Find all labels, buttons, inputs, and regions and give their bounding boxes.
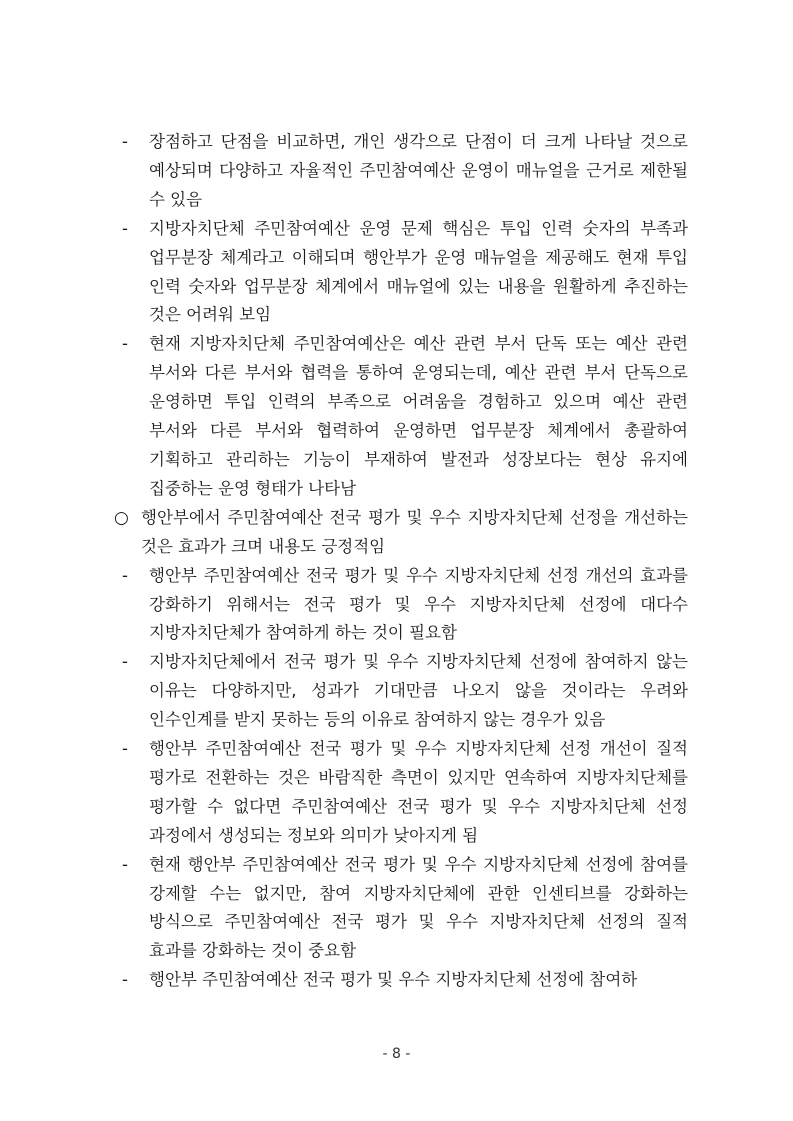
document-body bbox=[114, 128, 688, 995]
list-item-text: 현재 행안부 주민참여예산 전국 평가 및 우수 지방자치단체 선정에 참여를 강제할 수는 없지만, 참여 지방자치단체에 관한 인센티브를 강화하는 방식으로 주민참여예산 전국 평가 및 우수 지방자치단체 선정의 질적 효과를 강화하는 것이 중요함 bbox=[149, 854, 688, 961]
list-item bbox=[114, 330, 688, 503]
list-item bbox=[114, 128, 688, 215]
dash-bullet: - bbox=[122, 334, 128, 354]
list-item bbox=[114, 562, 688, 649]
list-item-text: 행안부에서 주민참여예산 전국 평가 및 우수 지방자치단체 선정을 개선하는 것은 효과가 크며 내용도 긍정적임 bbox=[141, 507, 688, 556]
page-number: - 8 - bbox=[382, 1046, 411, 1062]
circle-bullet: ○ bbox=[114, 507, 129, 528]
list-item bbox=[114, 966, 688, 995]
list-item bbox=[114, 648, 688, 735]
list-item-text: 행안부 주민참여예산 전국 평가 및 우수 지방자치단체 선정 개선이 질적 평가로 전환하는 것은 바람직한 측면이 있지만 연속하여 지방자치단체를 평가할 수 없다면 주민참여예산 전국 평가 및 우수 지방자치단체 선정 과정에서 생성되는 정보와 의미가 낮아지게 됨 bbox=[149, 739, 688, 845]
list-item-text: 행안부 주민참여예산 전국 평가 및 우수 지방자치단체 선정 개선의 효과를 강화하기 위해서는 전국 평가 및 우수 지방자치단체 선정에 대다수 지방자치단체가 참여하게 하는 것이 필요함 bbox=[149, 565, 688, 643]
dash-bullet: - bbox=[122, 854, 128, 874]
list-item-text: 장점하고 단점을 비교하면, 개인 생각으로 단점이 더 크게 나타날 것으로 예상되며 다양하고 자율적인 주민참여예산 운영이 매뉴얼을 근거로 제한될 수 있음 bbox=[149, 132, 688, 209]
dash-bullet: - bbox=[122, 970, 128, 990]
list-item-text: 지방자치단체 주민참여예산 운영 문제 핵심은 투입 인력 숫자의 부족과 업무분장 체계라고 이해되며 행안부가 운영 매뉴얼을 제공해도 현재 투입 인력 숫자와 업무분장 체계에서 매뉴얼에 있는 내용을 원활하게 추진하는 것은 어려워 보임 bbox=[149, 218, 688, 325]
list-item bbox=[114, 851, 688, 967]
list-item bbox=[114, 735, 688, 851]
dash-bullet: - bbox=[122, 218, 128, 238]
list-item-text: 지방자치단체에서 전국 평가 및 우수 지방자치단체 선정에 참여하지 않는 이유는 다양하지만, 성과가 기대만큼 나오지 않을 것이라는 우려와 인수인계를 받지 못하는 등의 이유로 참여하지 않는 경우가 있음 bbox=[149, 652, 688, 730]
dash-bullet: - bbox=[122, 652, 128, 672]
list-item-text: 현재 지방자치단체 주민참여예산은 예산 관련 부서 단독 또는 예산 관련 부서와 다른 부서와 협력을 통하여 운영되는데, 예산 관련 부서 단독으로 운영하면 투입 인력의 부족으로 어려움을 경험하고 있으며 예산 관련 부서와 다른 부서와 협력하여 운영하면 업무분장 체계에서 총괄하여 기획하고 관리하는 기능이 부재하여 발전과 성장보다는 현상 유지에 집중하는 운영 형태가 나타남 bbox=[149, 334, 688, 498]
dash-bullet: - bbox=[122, 565, 128, 585]
list-item bbox=[114, 215, 688, 331]
dash-bullet: - bbox=[122, 739, 128, 759]
list-item bbox=[114, 504, 688, 562]
dash-bullet: - bbox=[122, 132, 128, 151]
list-item-text: 행안부 주민참여예산 전국 평가 및 우수 지방자치단체 선정에 참여하 bbox=[149, 970, 638, 990]
